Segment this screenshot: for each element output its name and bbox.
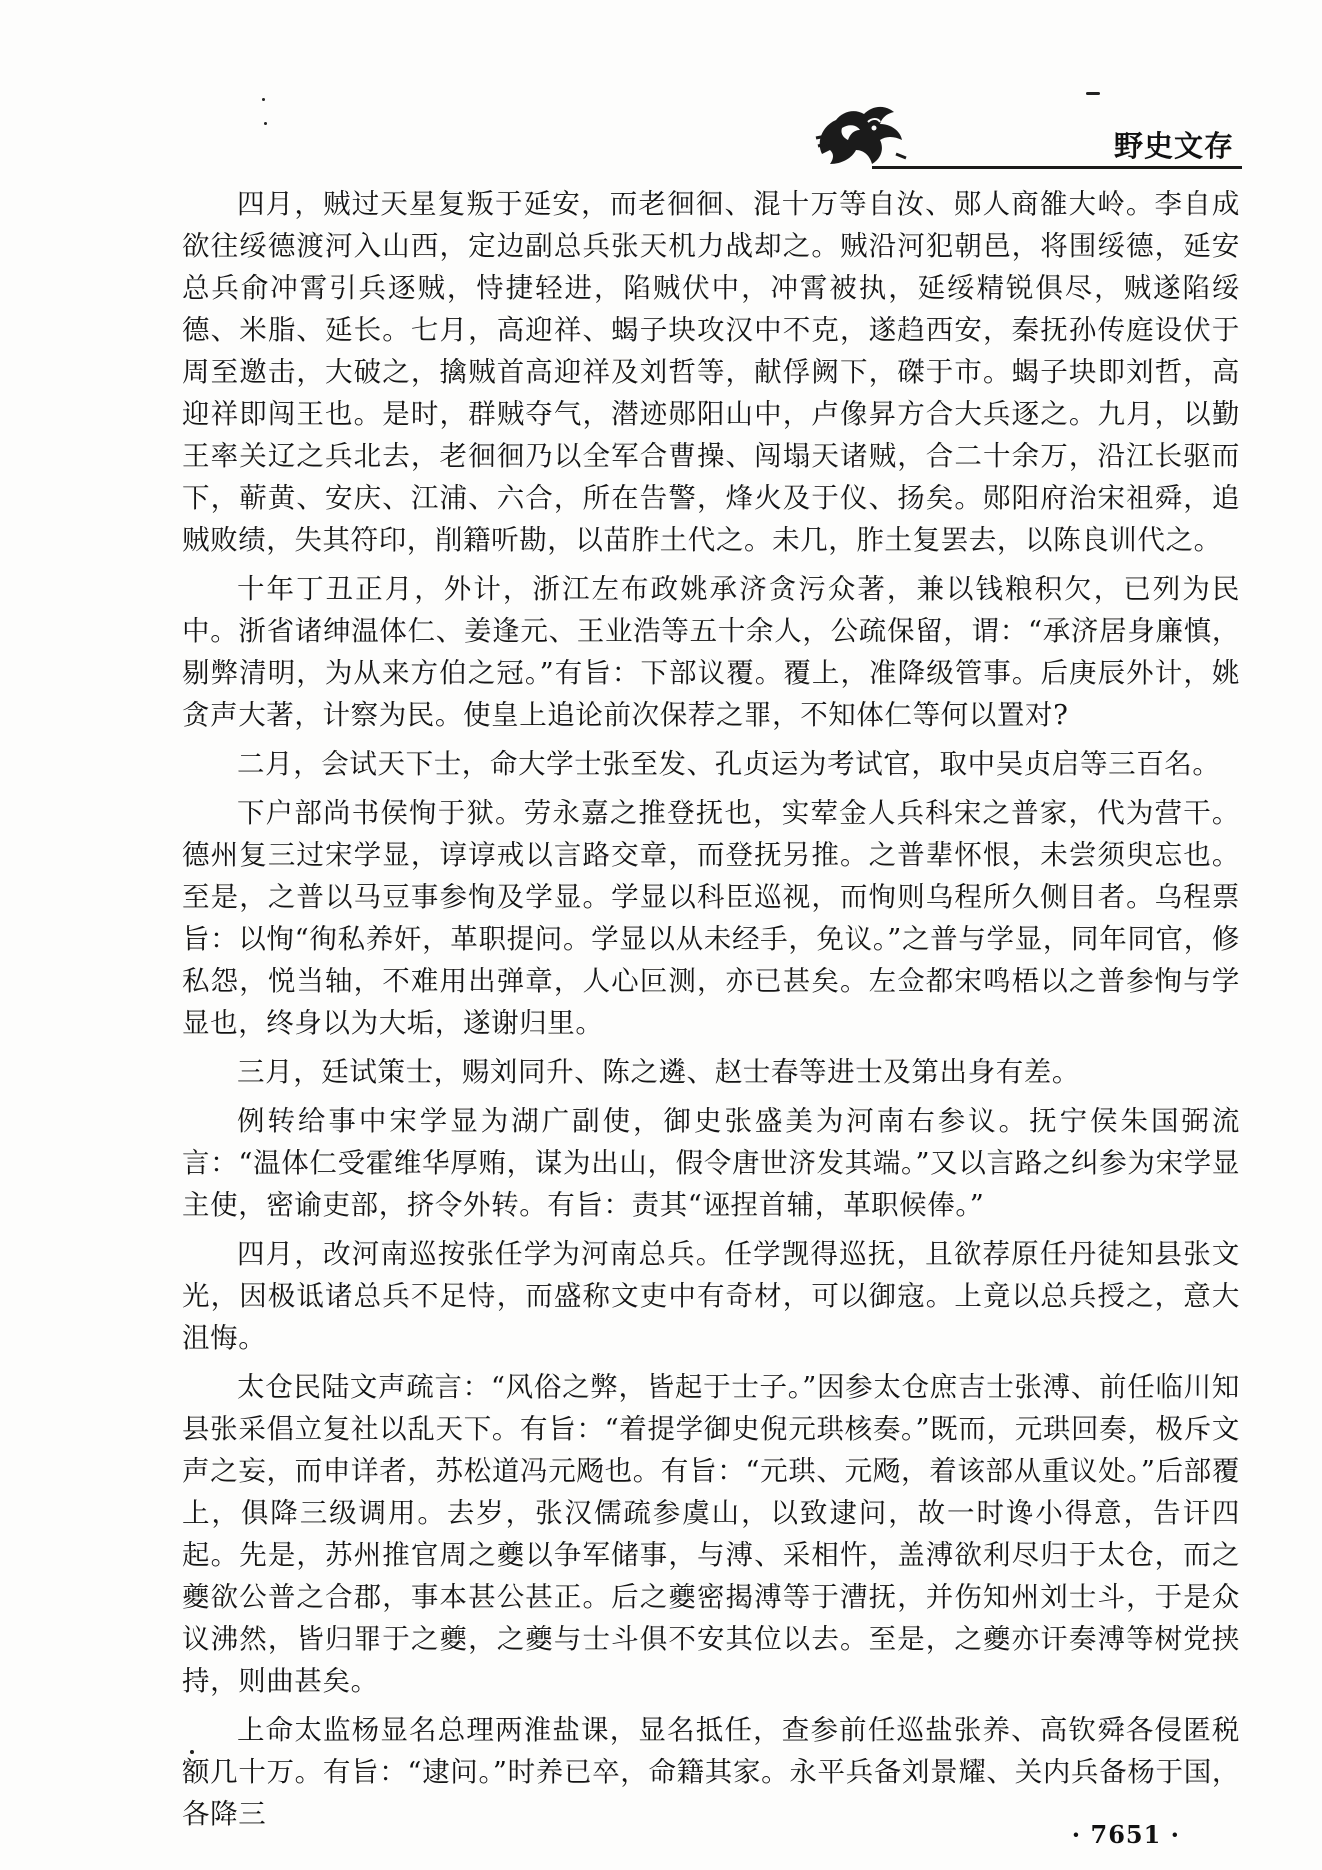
scan-speck xyxy=(262,98,265,101)
paragraph: 四月，贼过天星复叛于延安，而老徊徊、混十万等自汝、郧人商雒大岭。李自成欲往绥德渡河入山西，定边副总兵张天机力战却之。贼沿河犯朝邑，将围绥德，延安总兵俞冲霄引兵逐贼，恃捷轻进，陷贼伏中，冲霄被执，延绥精锐俱尽，贼遂陷绥德、米脂、延长。七月，高迎祥、蝎子块攻汉中不克，遂趋西安，秦抚孙传庭设伏于周至邀击，大破之，擒贼首高迎祥及刘哲等，献俘阙下，磔于市。蝎子块即刘哲，高迎祥即闯王也。是时，群贼夺气，潜迹郧阳山中，卢像昇方合大兵逐之。九月，以勤王率关辽之兵北去，老徊徊乃以全军合曹操、闯塌天诸贼，合二十余万，沿江长驱而下，蕲黄、安庆、江浦、六合，所在告警，烽火及于仪、扬矣。郧阳府治宋祖舜，追贼败绩，失其符印，削籍听勘，以苗胙土代之。未几，胙土复罢去，以陈良训代之。 xyxy=(182,188,1240,556)
paragraph: 例转给事中宋学显为湖广副使，御史张盛美为河南右参议。抚宁侯朱国弼流言：“温体仁受霍维华厚贿，谋为出山，假令唐世济发其端。”又以言路之纠参为宋学显主使，密谕吏部，挤令外转。有旨：责其“诬捏首辅，革职候俸。” xyxy=(182,1105,1240,1221)
body-text xyxy=(182,183,1240,1841)
page-header xyxy=(812,98,1242,170)
paragraph: 太仓民陆文声疏言：“风俗之弊，皆起于士子。”因参太仓庶吉士张溥、前任临川知县张采倡立复社以乱天下。有旨：“着提学御史倪元珙核奏。”既而，元珙回奏，极斥文声之妄，而申详者，苏松道冯元飏也。有旨：“元珙、元飏，着该部从重议处。”后部覆上，俱降三级调用。去岁，张汉儒疏参虞山，以致逮问，故一时谗小得意，告讦四起。先是，苏州推官周之夔以争军储事，与溥、采相忤，盖溥欲利尽归于太仓，而之夔欲公普之合郡，事本甚公甚正。后之夔密揭溥等于漕抚，并伤知州刘士斗，于是众议沸然，皆归罪于之夔，之夔与士斗俱不安其位以去。至是，之夔亦讦奏溥等树党挟持，则曲甚矣。 xyxy=(182,1371,1240,1697)
paragraph: 上命太监杨显名总理两淮盐课，显名抵任，查参前任巡盐张养、高钦舜各侵匿税额几十万。有旨：“逮问。”时养已卒，命籍其家。永平兵备刘景耀、关内兵备杨于国，各降三 xyxy=(182,1714,1240,1830)
book-series-title: 野史文存 xyxy=(1113,129,1234,163)
header-rule xyxy=(872,166,1242,169)
paragraph: 三月，廷试策士，赐刘同升、陈之遴、赵士春等进士及第出身有差。 xyxy=(237,1056,1080,1088)
dragon-emblem-icon xyxy=(812,98,908,168)
scan-speck xyxy=(1086,92,1100,95)
paragraph: 二月，会试天下士，命大学士张至发、孔贞运为考试官，取中吴贞启等三百名。 xyxy=(237,748,1221,780)
paragraph: 下户部尚书侯恂于狱。劳永嘉之推登抚也，实荤金人兵科宋之普家，代为营干。德州复三过宋学显，谆谆戒以言路交章，而登抚另推。之普辈怀恨，未尝须臾忘也。至是，之普以马豆事参恂及学显。学显以科臣巡视，而恂则乌程所久侧目者。乌程票旨：以恂“徇私养奸，革职提问。学显以从未经手，免议。”之普与学显，同年同官，修私怨，悦当轴，不难用出弹章，人心叵测，亦已甚矣。左佥都宋鸣梧以之普参恂与学显也，终身以为大垢，遂谢归里。 xyxy=(182,797,1240,1039)
page-number: · 7651 · xyxy=(1071,1820,1180,1849)
paragraph: 十年丁丑正月，外计，浙江左布政姚承济贪污众著，兼以钱粮积欠，已列为民中。浙省诸绅温体仁、姜逢元、王业浩等五十余人，公疏保留，谓：“承济居身廉慎，剔弊清明，为从来方伯之冠。”有旨：下部议覆。覆上，准降级管事。后庚辰外计，姚贪声大著，计察为民。使皇上追论前次保荐之罪，不知体仁等何以置对? xyxy=(182,573,1240,731)
scan-speck xyxy=(264,122,267,125)
paragraph: 四月，改河南巡按张任学为河南总兵。任学觊得巡抚，且欲荐原任丹徒知县张文光，因极诋诸总兵不足恃，而盛称文吏中有奇材，可以御寇。上竟以总兵授之，意大沮悔。 xyxy=(182,1238,1240,1354)
